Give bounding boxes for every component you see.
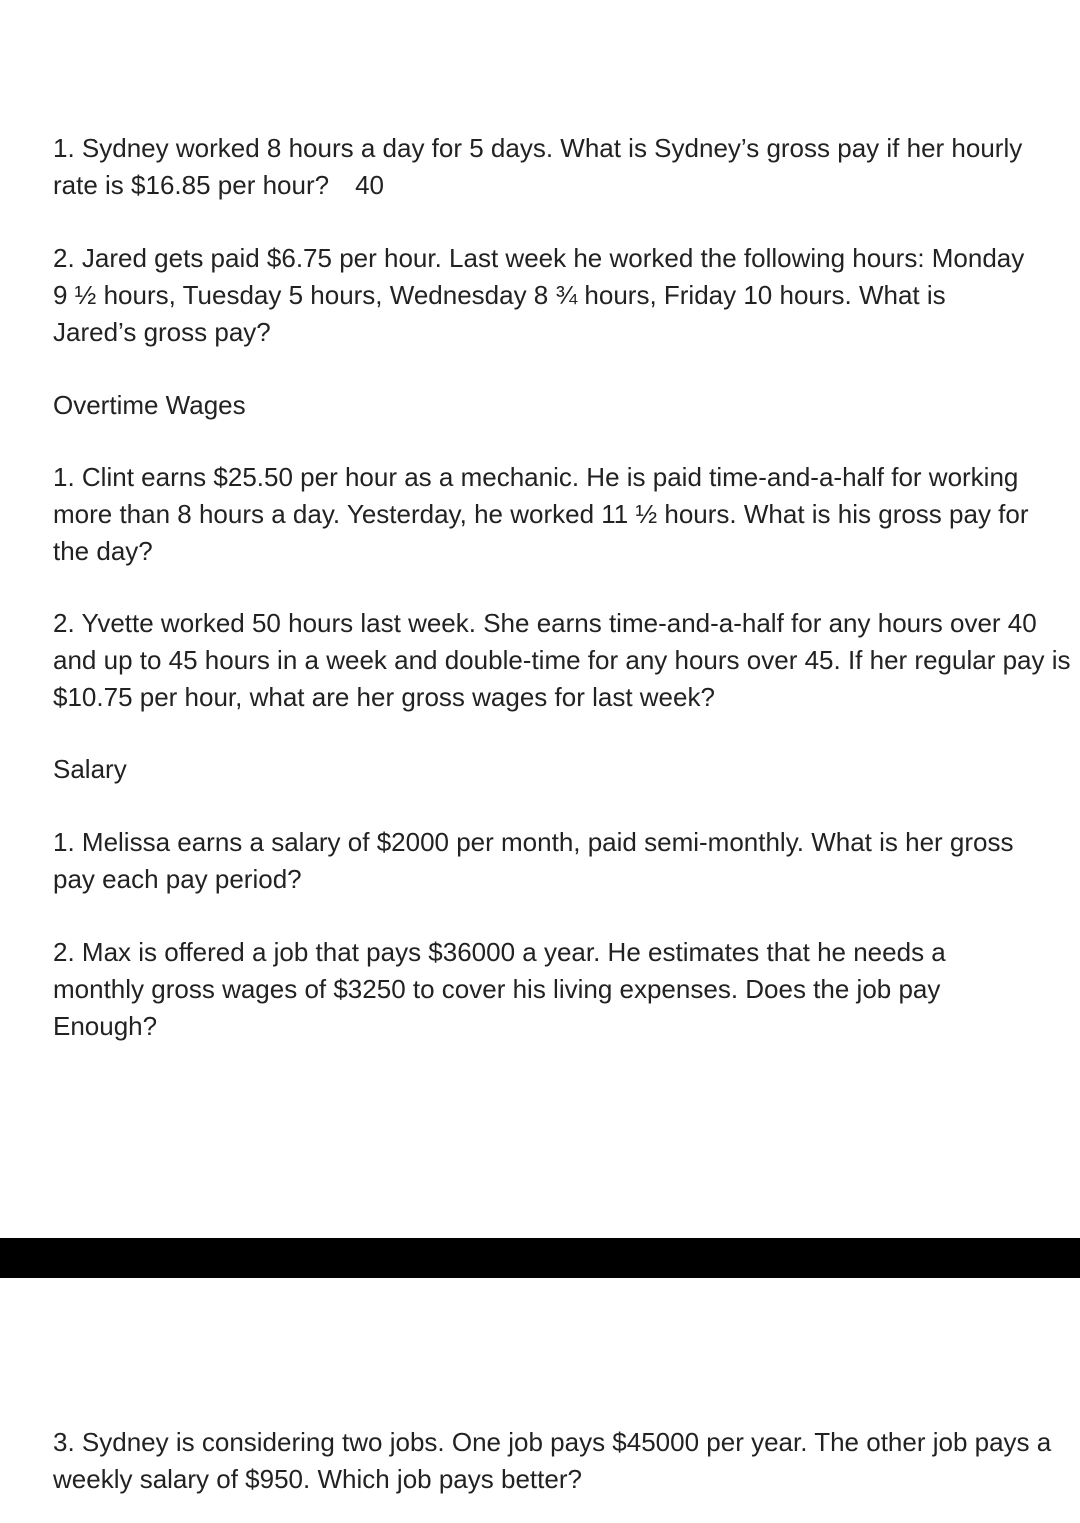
hourly-question-1-text: 1. Sydney worked 8 hours a day for 5 days. What is Sydney’s gross pay if her hourly rate is $16.85 per hour? [53, 133, 1023, 200]
salary-heading: Salary [53, 754, 127, 784]
overtime-question-1: 1. Clint earns $25.50 per hour as a mechanic. He is paid time-and-a-half for working more than 8 hours a day. Yesterday, he worked 11 ½ hours. What is his gross pay for the day? [53, 462, 1029, 566]
black-divider-bar [0, 1238, 1080, 1278]
salary-question-2: 2. Max is offered a job that pays $36000 a year. He estimates that he needs a monthly gross wages of $3250 to cover his living expenses. Does the job pay Enough? [53, 937, 946, 1041]
overtime-question-2: 2. Yvette worked 50 hours last week. She earns time-and-a-half for any hours over 40 and up to 45 hours in a week and double-time for any hours over 45. If her regular pay is $10.75 per hour, what are her gross wages for last week? [53, 608, 1071, 712]
salary-question-1: 1. Melissa earns a salary of $2000 per month, paid semi-monthly. What is her gross pay each pay period? [53, 827, 1014, 894]
overtime-heading: Overtime Wages [53, 390, 246, 420]
hourly-question-2: 2. Jared gets paid $6.75 per hour. Last week he worked the following hours: Monday 9 ½ hours, Tuesday 5 hours, Wednesday 8 ¾ hours, Friday 10 hours. What is Jared’s gross pay? [53, 243, 1025, 347]
salary-question-3: 3. Sydney is considering two jobs. One job pays $45000 per year. The other job pays a weekly salary of $950. Which job pays better? [53, 1427, 1052, 1494]
hourly-question-1-answer: 40 [355, 170, 384, 200]
hourly-question-1 [53, 130, 1033, 204]
